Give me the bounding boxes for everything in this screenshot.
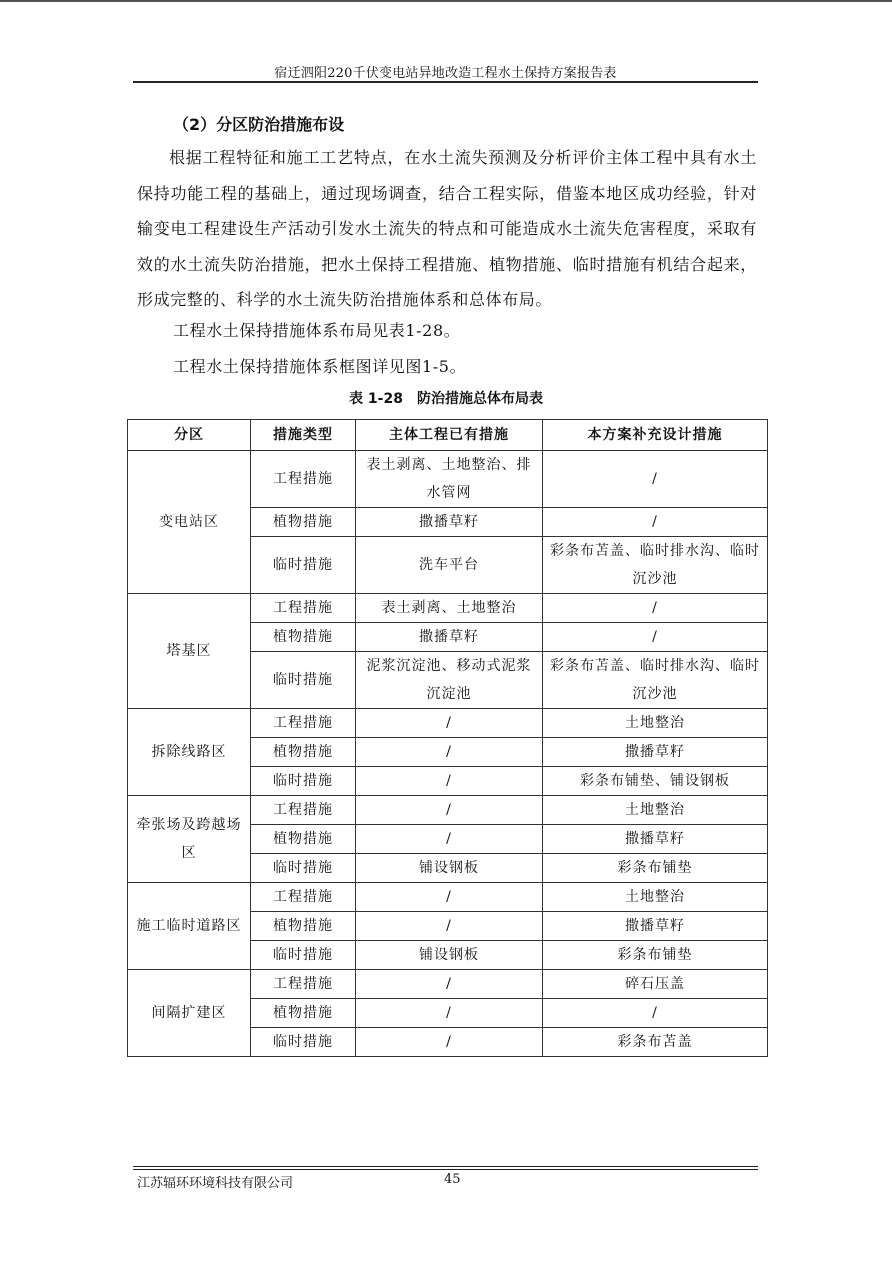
- existing-measure-cell: 铺设钢板: [356, 854, 543, 883]
- zone-cell: 施工临时道路区: [128, 883, 251, 970]
- header-existing-measures: 主体工程已有措施: [356, 420, 543, 451]
- added-measure-cell: 撒播草籽: [543, 825, 768, 854]
- document-header-title: 宿迁泗阳220千伏变电站异地改造工程水土保持方案报告表: [274, 66, 617, 81]
- measure-type-cell: 植物措施: [251, 508, 356, 537]
- measure-type-cell: 工程措施: [251, 796, 356, 825]
- body-paragraph: 根据工程特征和施工工艺特点，在水土流失预测及分析评价主体工程中具有水土保持功能工程的基础上，通过现场调查，结合工程实际，借鉴本地区成功经验，针对输变电工程建设生产活动引发水土流失的特点和可能造成水土流失危害程度，采取有效的水土流失防治措施，把水土保持工程措施、植物措施、临时措施有机结合起来，形成完整的、科学的水土流失防治措施体系和总体布局。: [137, 148, 757, 309]
- added-measure-cell: 土地整治: [543, 796, 768, 825]
- table-row: [128, 451, 768, 508]
- measure-type-cell: 植物措施: [251, 912, 356, 941]
- measure-type-cell: 临时措施: [251, 652, 356, 709]
- measure-type-cell: 工程措施: [251, 709, 356, 738]
- existing-measure-cell: /: [356, 970, 543, 999]
- table-row: [128, 709, 768, 738]
- header-measure-type: 措施类型: [251, 420, 356, 451]
- added-measure-cell: 彩条布苫盖、临时排水沟、临时沉沙池: [543, 537, 768, 594]
- added-measure-cell: /: [543, 508, 768, 537]
- added-measure-cell: 碎石压盖: [543, 970, 768, 999]
- zone-cell: 拆除线路区: [128, 709, 251, 796]
- existing-measure-cell: 撒播草籽: [356, 508, 543, 537]
- added-measure-cell: 彩条布铺垫、铺设钢板: [543, 767, 768, 796]
- table-row: [128, 970, 768, 999]
- existing-measure-cell: /: [356, 767, 543, 796]
- added-measure-cell: 彩条布苫盖、临时排水沟、临时沉沙池: [543, 652, 768, 709]
- measure-type-cell: 临时措施: [251, 1028, 356, 1057]
- added-measure-cell: 彩条布铺垫: [543, 941, 768, 970]
- measure-type-cell: 植物措施: [251, 738, 356, 767]
- existing-measure-cell: 铺设钢板: [356, 941, 543, 970]
- measure-type-cell: 工程措施: [251, 594, 356, 623]
- existing-measure-cell: /: [356, 709, 543, 738]
- measure-type-cell: 临时措施: [251, 941, 356, 970]
- added-measure-cell: /: [543, 999, 768, 1028]
- table-reference-line: 工程水土保持措施体系布局见表1-28。: [173, 321, 461, 340]
- existing-measure-cell: /: [356, 883, 543, 912]
- section-heading: （2）分区防治措施布设: [173, 115, 345, 134]
- added-measure-cell: 撒播草籽: [543, 738, 768, 767]
- existing-measure-cell: 表土剥离、土地整治: [356, 594, 543, 623]
- header-zone: 分区: [128, 420, 251, 451]
- existing-measure-cell: /: [356, 825, 543, 854]
- existing-measure-cell: 撒播草籽: [356, 623, 543, 652]
- measure-type-cell: 植物措施: [251, 999, 356, 1028]
- measure-type-cell: 植物措施: [251, 825, 356, 854]
- added-measure-cell: 撒播草籽: [543, 912, 768, 941]
- measure-type-cell: 临时措施: [251, 767, 356, 796]
- footer-company: 江苏辐环环境科技有限公司: [137, 1176, 294, 1191]
- zone-cell: 塔基区: [128, 594, 251, 709]
- page-number: 45: [444, 1172, 461, 1187]
- measure-type-cell: 工程措施: [251, 451, 356, 508]
- added-measure-cell: /: [543, 594, 768, 623]
- zone-cell: 牵张场及跨越场区: [128, 796, 251, 883]
- measure-type-cell: 临时措施: [251, 854, 356, 883]
- existing-measure-cell: 表土剥离、土地整治、排水管网: [356, 451, 543, 508]
- page-top-edge: [0, 0, 892, 2]
- header-rule: [133, 81, 758, 83]
- added-measure-cell: /: [543, 451, 768, 508]
- measure-type-cell: 工程措施: [251, 883, 356, 912]
- zone-cell: 间隔扩建区: [128, 970, 251, 1057]
- existing-measure-cell: 泥浆沉淀池、移动式泥浆沉淀池: [356, 652, 543, 709]
- footer-rule-bottom: [133, 1169, 758, 1170]
- measures-layout-table: [127, 419, 768, 1057]
- zone-cell: 变电站区: [128, 451, 251, 594]
- figure-reference-line: 工程水土保持措施体系框图详见图1-5。: [173, 357, 467, 376]
- existing-measure-cell: /: [356, 999, 543, 1028]
- table-row: [128, 796, 768, 825]
- table-body: [128, 451, 768, 1057]
- measure-type-cell: 工程措施: [251, 970, 356, 999]
- added-measure-cell: /: [543, 623, 768, 652]
- table-row: [128, 883, 768, 912]
- added-measure-cell: 土地整治: [543, 709, 768, 738]
- table-header-row: [128, 420, 768, 451]
- footer-rule-top: [133, 1166, 758, 1167]
- existing-measure-cell: 洗车平台: [356, 537, 543, 594]
- added-measure-cell: 彩条布铺垫: [543, 854, 768, 883]
- measure-type-cell: 植物措施: [251, 623, 356, 652]
- measure-type-cell: 临时措施: [251, 537, 356, 594]
- table-row: [128, 594, 768, 623]
- table-caption: 表 1-28 防治措施总体布局表: [349, 391, 543, 407]
- existing-measure-cell: /: [356, 1028, 543, 1057]
- header-added-measures: 本方案补充设计措施: [543, 420, 768, 451]
- existing-measure-cell: /: [356, 738, 543, 767]
- added-measure-cell: 彩条布苫盖: [543, 1028, 768, 1057]
- existing-measure-cell: /: [356, 912, 543, 941]
- existing-measure-cell: /: [356, 796, 543, 825]
- added-measure-cell: 土地整治: [543, 883, 768, 912]
